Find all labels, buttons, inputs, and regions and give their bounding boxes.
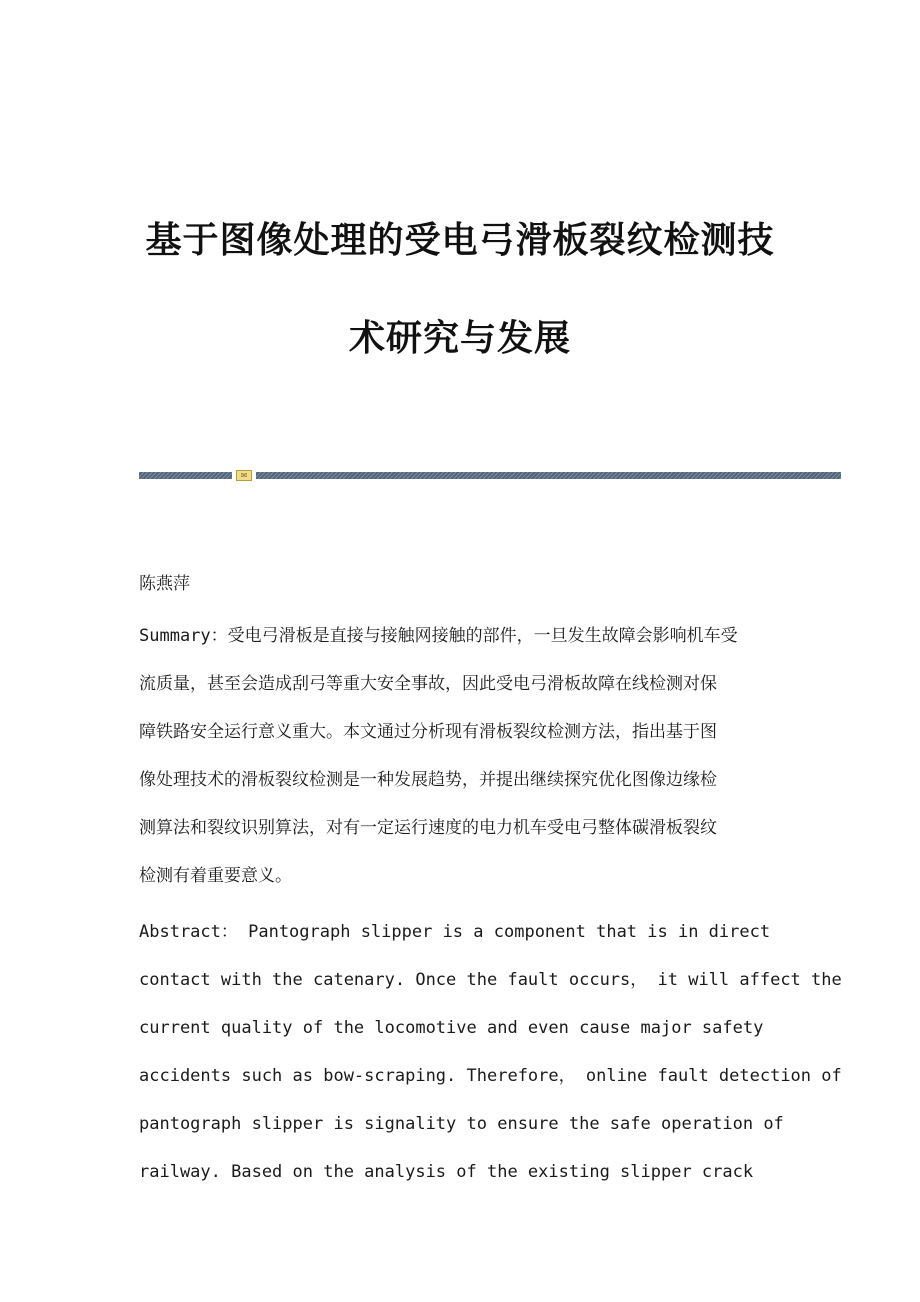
abstract-line: Abstract： Pantograph slipper is a component that is in direct — [139, 922, 771, 942]
author-name: 陈燕萍 — [139, 574, 190, 594]
paper-title-line-2: 术研究与发展 — [348, 317, 571, 359]
summary-paragraph — [139, 624, 784, 912]
summary-line: 检测有着重要意义。 — [139, 866, 292, 886]
summary-line: 测算法和裂纹识别算法，对有一定运行速度的电力机车受电弓整体碳滑板裂纹 — [139, 818, 717, 838]
abstract-line: accidents such as bow-scraping. Therefore， online fault detection of — [139, 1066, 842, 1086]
title-divider — [139, 470, 841, 480]
abstract-line: contact with the catenary. Once the fault occurs， it will affect the — [139, 970, 842, 990]
abstract-line: pantograph slipper is signality to ensure the safe operation of — [139, 1114, 784, 1134]
summary-line: 像处理技术的滑板裂纹检测是一种发展趋势，并提出继续探究优化图像边缘检 — [139, 770, 717, 790]
divider-ornament-icon: ✉ — [236, 470, 252, 481]
divider-bar-left — [139, 472, 232, 479]
abstract-paragraph — [139, 920, 842, 1208]
abstract-line: railway. Based on the analysis of the existing slipper crack — [139, 1162, 754, 1182]
summary-line: 障铁路安全运行意义重大。本文通过分析现有滑板裂纹检测方法，指出基于图 — [139, 722, 717, 742]
summary-line: Summary：受电弓滑板是直接与接触网接触的部件，一旦发生故障会影响机车受 — [139, 626, 738, 646]
divider-bar-right — [256, 472, 841, 479]
abstract-line: current quality of the locomotive and even cause major safety — [139, 1018, 764, 1038]
summary-line: 流质量，甚至会造成刮弓等重大安全事故，因此受电弓滑板故障在线检测对保 — [139, 674, 717, 694]
paper-title-line-1: 基于图像处理的受电弓滑板裂纹检测技 — [145, 219, 775, 261]
